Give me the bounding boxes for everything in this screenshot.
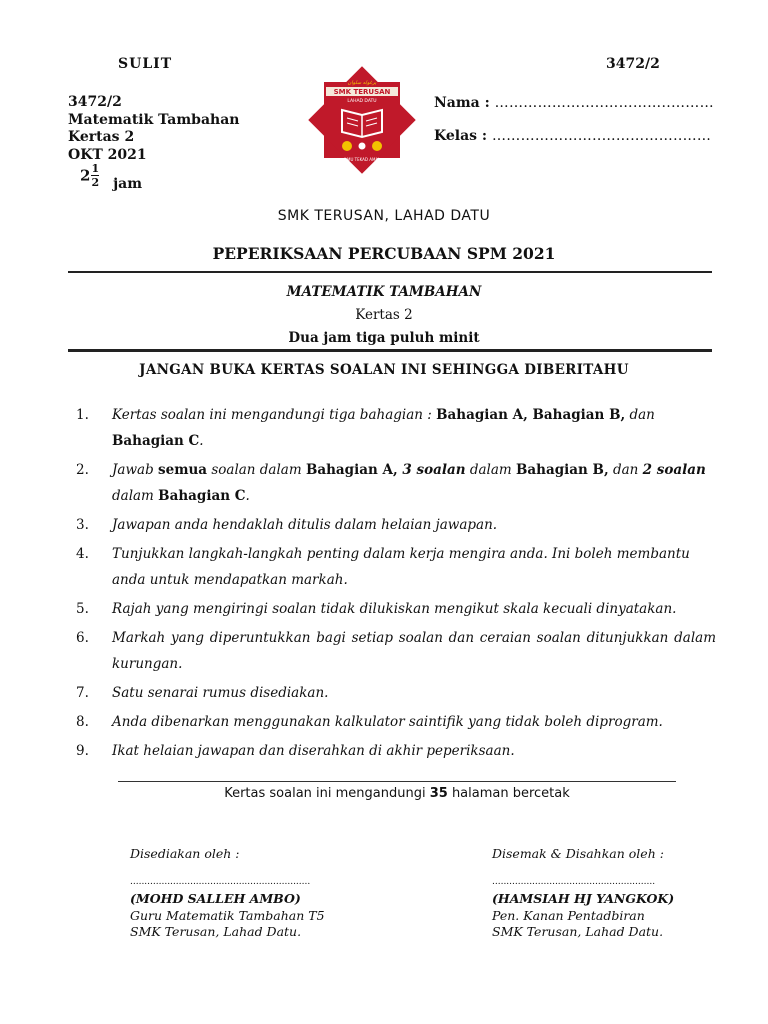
instruction-item	[76, 680, 716, 706]
duration-unit: jam	[113, 175, 143, 192]
class-label: Kelas :	[434, 128, 488, 144]
instruction-number: 7.	[76, 685, 89, 701]
instruction-number: 4.	[76, 546, 89, 562]
instruction-number: 8.	[76, 714, 89, 730]
exam-date: OKT 2021	[68, 146, 147, 163]
instruction-bold: 2 soalan	[642, 462, 706, 478]
duration-whole: 2	[80, 166, 91, 185]
prepared-by-label: Disediakan oleh :	[130, 846, 240, 861]
subject-title: MATEMATIK TAMBAHAN	[286, 284, 482, 300]
classification-label: SULIT	[118, 56, 173, 72]
paper-info-block	[68, 94, 239, 164]
prepared-signature-line: ...............................................................	[130, 877, 311, 887]
instruction-text: dalam	[465, 462, 516, 478]
instruction-bold: Bahagian C	[158, 488, 246, 504]
instruction-text: Kertas soalan ini mengandungi tiga bahagian :	[112, 407, 437, 423]
checked-signature-line: .........................................................	[492, 877, 656, 887]
instruction-bold: Bahagian B,	[515, 462, 609, 478]
instruction-item	[76, 402, 716, 454]
instruction-text: dan	[608, 462, 643, 478]
school-name: SMK TERUSAN, LAHAD DATU	[277, 208, 491, 224]
instruction-text: Satu senarai rumus disediakan.	[112, 685, 329, 701]
instruction-text: Ikat helaian jawapan dan diserahkan di akhir peperiksaan.	[112, 743, 515, 759]
logo-arabic-text: يرغوله سلوان	[347, 80, 377, 86]
paper-number: Kertas 2	[68, 129, 135, 145]
page-count-text: halaman bercetak	[447, 786, 570, 801]
duration-fraction	[91, 162, 99, 189]
checked-by-block	[492, 891, 674, 941]
subject-name: Matematik Tambahan	[68, 111, 240, 128]
logo-motto-text: ILMU TEKAD AMAL	[343, 157, 381, 162]
divider-bottom	[118, 781, 676, 782]
instruction-number: 1.	[76, 407, 89, 423]
instruction-item	[76, 738, 716, 764]
page-count-note	[0, 786, 768, 801]
instruction-number: 5.	[76, 601, 89, 617]
paper-code-top: 3472/2	[606, 56, 660, 72]
instruction-item	[76, 457, 716, 509]
time-allowed: Dua jam tiga puluh minit	[288, 330, 480, 346]
instruction-item	[76, 709, 716, 735]
exam-title: PEPERIKSAAN PERCUBAAN SPM 2021	[212, 244, 556, 263]
instruction-number: 3.	[76, 517, 89, 533]
instructions-list	[76, 402, 716, 767]
instruction-text: Jawab	[112, 462, 158, 478]
instruction-bold: Bahagian A, Bahagian B,	[436, 407, 626, 423]
warning-notice: JANGAN BUKA KERTAS SOALAN INI SEHINGGA DIBERITAHU	[139, 362, 629, 378]
instruction-text: Anda dibenarkan menggunakan kalkulator saintifik yang tidak boleh diprogram.	[112, 714, 663, 730]
duration-numerator: 1	[91, 162, 100, 175]
instruction-text: .	[199, 433, 204, 449]
page-count-text: Kertas soalan ini mengandungi	[224, 786, 430, 801]
instruction-text: dalam	[112, 488, 159, 504]
prepared-school: SMK Terusan, Lahad Datu.	[130, 924, 302, 939]
prepared-role: Guru Matematik Tambahan T5	[130, 907, 325, 923]
page-count-number: 35	[429, 786, 448, 801]
divider-middle	[68, 349, 712, 352]
name-blank[interactable]: …………………..…………..………	[494, 95, 714, 111]
instruction-bold: semua	[158, 462, 208, 478]
instruction-bold: Bahagian A,	[305, 462, 398, 478]
name-field[interactable]	[434, 95, 714, 111]
instruction-text: .	[245, 488, 250, 504]
instruction-number: 2.	[76, 462, 89, 478]
duration-denominator: 2	[91, 176, 100, 189]
class-field[interactable]	[434, 128, 711, 144]
instruction-bold: Bahagian C	[112, 433, 200, 449]
instruction-text: soalan dalam	[207, 462, 306, 478]
prepared-by-block	[130, 891, 325, 941]
instruction-text: Jawapan anda hendaklah ditulis dalam helaian jawapan.	[112, 517, 498, 533]
instruction-text: dan	[625, 407, 655, 423]
instruction-text: Tunjukkan langkah-langkah penting dalam kerja mengira anda. Ini boleh membantu anda untuk mendapatkan markah.	[112, 546, 690, 588]
school-logo	[302, 60, 422, 180]
duration	[80, 162, 142, 192]
logo-town-text: LAHAD DATU	[347, 99, 377, 104]
instruction-number: 9.	[76, 743, 89, 759]
prepared-name: (MOHD SALLEH AMBO)	[130, 891, 301, 906]
instruction-text: Markah yang diperuntukkan bagi setiap soalan dan ceraian soalan ditunjukkan dalam kurungan.	[112, 630, 716, 672]
class-blank[interactable]: …………………..……………..……	[491, 128, 712, 144]
checked-school: SMK Terusan, Lahad Datu.	[492, 924, 664, 939]
instruction-bold: 3 soalan	[397, 462, 466, 478]
divider-top	[68, 271, 712, 273]
instruction-text: Rajah yang mengiringi soalan tidak dilukiskan mengikut skala kecuali dinyatakan.	[112, 601, 677, 617]
paper-code: 3472/2	[68, 94, 122, 110]
checked-by-label: Disemak & Disahkan oleh :	[492, 846, 664, 861]
checked-name: (HAMSIAH HJ YANGKOK)	[492, 891, 675, 906]
instruction-item	[76, 512, 716, 538]
logo-school-text: SMK TERUSAN	[333, 88, 391, 96]
instruction-item	[76, 596, 716, 622]
paper-label: Kertas 2	[355, 307, 413, 323]
instruction-item	[76, 541, 716, 593]
name-label: Nama :	[434, 95, 490, 111]
instruction-number: 6.	[76, 630, 89, 646]
checked-role: Pen. Kanan Pentadbiran	[492, 907, 645, 923]
hands-emblem-icon	[342, 141, 382, 151]
instruction-item	[76, 625, 716, 677]
